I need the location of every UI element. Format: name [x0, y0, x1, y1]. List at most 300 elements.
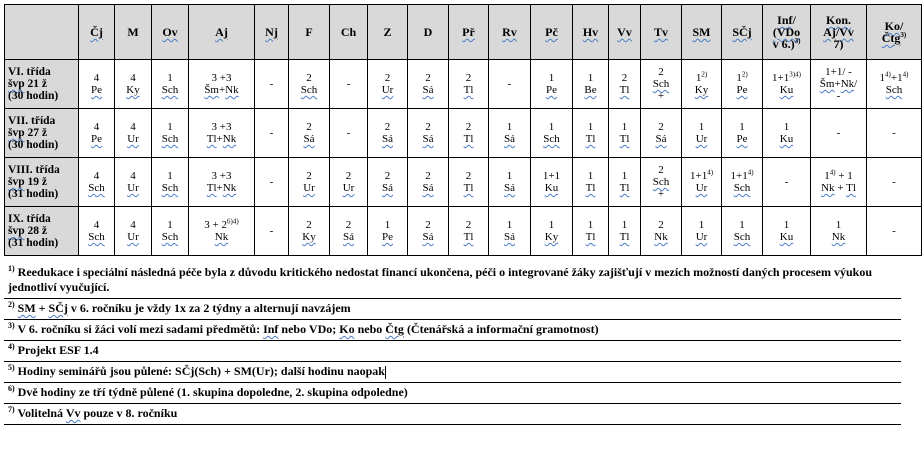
- table-cell: [489, 60, 531, 109]
- table-cell: [609, 109, 641, 158]
- table-cell: [255, 158, 289, 207]
- cell-text: Sá: [504, 231, 515, 243]
- cell-text: 4: [130, 121, 136, 133]
- table-cell: [641, 109, 682, 158]
- cell-text: Tl: [463, 231, 474, 243]
- cell-text: 2: [345, 219, 352, 231]
- cell-text: -: [269, 225, 274, 237]
- text-cursor: [385, 366, 386, 379]
- table-row: [5, 109, 922, 158]
- table-cell: [531, 158, 573, 207]
- cell-text: -: [892, 225, 896, 237]
- table-cell: [811, 158, 867, 207]
- column-header-text: Kon.: [825, 13, 851, 27]
- cell-text: 1$^{4)}$ + 1: [824, 168, 853, 182]
- column-header: [682, 5, 722, 60]
- table-cell: [408, 158, 449, 207]
- footnote-number: 4): [8, 342, 15, 351]
- footnote: [4, 404, 901, 425]
- table-cell: [763, 158, 811, 207]
- table-cell: [641, 207, 682, 256]
- cell-text: Tl: [619, 231, 630, 243]
- column-header: [573, 5, 609, 60]
- row-header-text: VIII. třída: [8, 164, 60, 176]
- table-cell: [289, 207, 330, 256]
- cell-text: -: [836, 127, 841, 139]
- cell-text: -: [892, 176, 896, 188]
- row-header-text: švp 21 ž: [8, 78, 47, 90]
- table-cell: [408, 109, 449, 158]
- table-cell: [573, 109, 609, 158]
- footnote-number: 3): [8, 321, 15, 330]
- footnotes: [4, 263, 901, 425]
- cell-text: Nk: [654, 231, 668, 243]
- cell-text: Nk: [831, 231, 846, 243]
- cell-text: 2: [306, 219, 312, 231]
- cell-text: Sá: [422, 231, 434, 243]
- cell-text: Tl: [619, 84, 630, 96]
- cell-text: 2: [345, 170, 352, 182]
- cell-text: 2: [425, 219, 431, 231]
- column-header-text: Tv: [653, 25, 668, 39]
- cell-text: 2: [658, 219, 664, 231]
- cell-text: Ky: [126, 84, 140, 96]
- cell-text: Ur: [342, 182, 355, 194]
- column-header: [189, 5, 255, 60]
- table-cell: [368, 109, 408, 158]
- table-cell: [609, 60, 641, 109]
- column-header-text: F: [305, 25, 313, 39]
- cell-text: 2: [384, 121, 391, 133]
- cell-text: 2: [465, 219, 472, 231]
- cell-text: Šm+Nk: [204, 84, 239, 96]
- table-cell: [255, 207, 289, 256]
- column-header: [152, 5, 189, 60]
- cell-text: 2: [465, 72, 472, 84]
- cell-text: Sá: [504, 133, 515, 145]
- column-header-text: M: [127, 25, 139, 39]
- footnote: [4, 299, 901, 320]
- table-cell: [79, 158, 115, 207]
- cell-text: -: [269, 127, 274, 139]
- column-header: [811, 5, 867, 60]
- cell-text: Tl: [463, 133, 474, 145]
- cell-text: 1: [587, 219, 594, 231]
- table-cell: [449, 207, 489, 256]
- footnote-text[interactable]: SM + SČj v 6. ročníku je vždy 1x za 2 týdny a alternují navzájem: [17, 301, 351, 315]
- table-cell: [189, 158, 255, 207]
- table-cell: [867, 60, 922, 109]
- cell-text: Sch: [543, 133, 560, 145]
- table-cell: [682, 109, 722, 158]
- cell-text: 4: [130, 72, 136, 84]
- table-body: [5, 60, 922, 256]
- cell-text: Tl: [585, 231, 596, 243]
- cell-text: Sch: [161, 133, 179, 145]
- cell-text: Tl: [585, 133, 596, 145]
- column-header-text: SČj: [732, 25, 752, 39]
- row-header-text: švp 28 ž: [8, 225, 47, 237]
- column-header-text: Rv: [502, 25, 517, 39]
- cell-text: Pe: [546, 84, 557, 96]
- cell-text: 1: [739, 121, 745, 133]
- column-header: [867, 5, 922, 60]
- table-cell: [368, 207, 408, 256]
- cell-text: 2: [384, 72, 391, 84]
- table-cell: [152, 158, 189, 207]
- cell-text: 2: [658, 66, 664, 78]
- cell-text: Sch: [161, 231, 179, 243]
- table-cell: [368, 158, 408, 207]
- cell-text: 1: [835, 219, 842, 231]
- table-cell: [152, 109, 189, 158]
- table-cell: [408, 207, 449, 256]
- table-cell: [641, 60, 682, 109]
- cell-text: 1: [698, 121, 705, 133]
- cell-text: $3 + 2^{6)4)}$: [204, 217, 239, 231]
- cell-text: 2: [465, 121, 472, 133]
- cell-text: 2: [465, 170, 472, 182]
- table-cell: [189, 109, 255, 158]
- table-row: [5, 207, 922, 256]
- column-header-text: Ov: [162, 25, 178, 39]
- cell-text: 1: [167, 170, 173, 182]
- cell-text: 4: [130, 170, 136, 182]
- cell-text: Tl: [619, 182, 630, 194]
- table-cell: [79, 207, 115, 256]
- table-cell: [811, 207, 867, 256]
- table-header-row: [5, 5, 922, 60]
- cell-text: Pe: [91, 84, 102, 96]
- cell-text: 4: [93, 170, 100, 182]
- cell-text: Tl+Nk: [206, 133, 237, 145]
- column-header: [289, 5, 330, 60]
- cell-text: 1: [698, 219, 705, 231]
- cell-text: Sch: [300, 84, 318, 96]
- footnote: [4, 320, 901, 341]
- cell-text: Sch: [885, 84, 903, 96]
- cell-text: Ur: [695, 182, 708, 194]
- column-header-text: Z: [383, 25, 392, 39]
- column-header-text: Př: [462, 25, 475, 39]
- cell-text: 2: [425, 170, 431, 182]
- table-cell: [722, 158, 763, 207]
- column-header: [368, 5, 408, 60]
- cell-text: Sch: [733, 182, 751, 194]
- cell-text: Nk: [214, 231, 229, 243]
- column-header: [255, 5, 289, 60]
- row-header-text: švp 19 ž: [8, 176, 47, 188]
- cell-text: 1: [167, 121, 173, 133]
- footnote-text[interactable]: Reedukace i speciální následná péče byla z důvodu kritického nedostat financí ukončena, péči o integrované žáky zajišťují v mezích možností daných procesem výukou jednotliví vyučující.: [8, 265, 872, 294]
- cell-text: Sá: [504, 182, 515, 194]
- cell-text: $1^{4)}+1^{4)}$: [879, 70, 909, 84]
- table-cell: [573, 207, 609, 256]
- table-cell: [489, 158, 531, 207]
- cell-text: 4: [130, 219, 136, 231]
- cell-text: Ur: [695, 133, 708, 145]
- cell-text: Sch: [88, 182, 105, 194]
- cell-text: 1: [783, 121, 790, 133]
- footnote: [4, 383, 901, 404]
- column-header-text: Hv: [582, 25, 599, 39]
- cell-text: Ky: [544, 231, 559, 243]
- cell-text: Pe: [736, 133, 748, 145]
- cell-text: 1: [548, 72, 555, 84]
- cell-text: 4: [93, 121, 100, 133]
- cell-text: Be: [584, 84, 597, 96]
- column-header-text: Ch: [340, 25, 357, 39]
- table-cell: [867, 207, 922, 256]
- column-header-text: Čj: [90, 25, 103, 39]
- table-cell: [152, 60, 189, 109]
- cell-text: Tl: [585, 182, 596, 194]
- column-header-text: Inf/: [777, 13, 796, 27]
- table-cell: [867, 109, 922, 158]
- column-header-text: Vv: [617, 25, 632, 39]
- column-header: [763, 5, 811, 60]
- cell-text: Ur: [381, 84, 394, 96]
- cell-text: Ur: [303, 182, 315, 194]
- cell-text: 1$^{2)}$: [736, 70, 748, 84]
- table-cell: [330, 158, 368, 207]
- column-header-text: Nj: [265, 25, 278, 39]
- cell-text: Ku: [779, 231, 794, 243]
- cell-text: Sá: [343, 231, 354, 243]
- row-header-text: (31 hodin): [8, 188, 59, 200]
- row-header-text: (31 hodin): [8, 237, 59, 249]
- cell-text: Sá: [422, 84, 434, 96]
- table-cell: [763, 109, 811, 158]
- cell-text: 2: [621, 72, 628, 84]
- cell-text: -: [784, 176, 789, 188]
- cell-text: -: [836, 90, 841, 102]
- cell-text: Ku: [779, 84, 794, 96]
- cell-text: 1: [621, 121, 628, 133]
- table-cell: [115, 207, 152, 256]
- column-header-text: Aj/Vv: [823, 25, 854, 39]
- footnote-text[interactable]: Dvě hodiny ze tří týdně půlené (1. skupina dopoledne, 2. skupina odpoledne): [17, 385, 408, 399]
- table-cell: [189, 60, 255, 109]
- cell-text: Sch: [161, 84, 179, 96]
- table-cell: [152, 207, 189, 256]
- table-cell: [682, 60, 722, 109]
- table-cell: [330, 207, 368, 256]
- table-cell: [573, 60, 609, 109]
- table-cell: [449, 109, 489, 158]
- cell-text: $1+1^{4)}$: [689, 168, 714, 182]
- cell-text: -: [346, 78, 351, 90]
- table-cell: [763, 207, 811, 256]
- cell-text: 1+1/ -: [825, 66, 852, 78]
- column-header: [489, 5, 531, 60]
- table-cell: [573, 158, 609, 207]
- table-cell: [289, 109, 330, 158]
- schedule-table: [4, 4, 922, 256]
- column-header-text: SM: [692, 25, 711, 39]
- corner-cell: [5, 5, 79, 60]
- table-cell: [449, 60, 489, 109]
- cell-text: 1: [506, 121, 513, 133]
- cell-text: 2: [306, 72, 312, 84]
- cell-text: 1$^{2)}$: [695, 70, 708, 84]
- table-cell: [489, 207, 531, 256]
- cell-text: 1: [739, 219, 745, 231]
- row-header: [5, 109, 79, 158]
- cell-text: Ky: [694, 84, 709, 96]
- table-cell: [79, 60, 115, 109]
- row-header-text: (30 hodin): [8, 90, 59, 102]
- cell-text: Ku: [779, 133, 794, 145]
- cell-text: $1+1^{4)}$: [730, 168, 754, 182]
- table-cell: [722, 60, 763, 109]
- table-cell: [255, 109, 289, 158]
- footnote: [4, 263, 901, 299]
- cell-text: 1: [506, 170, 513, 182]
- cell-text: 1: [548, 219, 555, 231]
- table-cell: [449, 158, 489, 207]
- table-cell: [115, 158, 152, 207]
- column-header-text: D: [423, 25, 433, 39]
- column-header: [79, 5, 115, 60]
- cell-text: 4: [93, 72, 100, 84]
- table-cell: [682, 158, 722, 207]
- cell-text: -: [892, 127, 896, 139]
- column-header: [531, 5, 573, 60]
- column-header: [330, 5, 368, 60]
- cell-text: 1: [587, 170, 594, 182]
- row-header-text: švp 27 ž: [8, 127, 47, 139]
- cell-text: Tl: [463, 84, 474, 96]
- table-cell: [609, 207, 641, 256]
- table-cell: [722, 109, 763, 158]
- cell-text: -: [346, 127, 351, 139]
- table-cell: [609, 158, 641, 207]
- table-cell: [811, 109, 867, 158]
- cell-text: 1: [167, 219, 173, 231]
- cell-text: Ur: [127, 133, 139, 145]
- cell-text: Ur: [127, 231, 139, 243]
- cell-text: Sch: [652, 176, 670, 188]
- footnote-text[interactable]: Hodiny seminářů jsou půlené: SČj(Sch) + SM(Ur); další hodinu naopak: [17, 364, 385, 378]
- cell-text: Ky: [302, 231, 316, 243]
- cell-text: -: [269, 176, 274, 188]
- cell-text: 2: [658, 164, 664, 176]
- footnote-text[interactable]: Volitelná Vv pouze v 8. ročníku: [17, 406, 178, 420]
- table-cell: [330, 109, 368, 158]
- cell-text: +: [657, 90, 665, 102]
- table-cell: [189, 207, 255, 256]
- cell-text: Tl+Nk: [206, 182, 237, 194]
- cell-text: 1: [167, 72, 173, 84]
- row-header: [5, 60, 79, 109]
- table-cell: [867, 158, 922, 207]
- cell-text: 3 +3: [211, 170, 232, 182]
- table-cell: [531, 60, 573, 109]
- cell-text: Šm+Nk/: [819, 78, 858, 90]
- cell-text: Sá: [382, 133, 393, 145]
- footnote-text[interactable]: V 6. ročníku si žáci volí mezi sadami předmětů: Inf nebo VDo; Ko nebo Čtg (Čtenářská a informační gramotnost): [17, 322, 599, 336]
- cell-text: Pe: [382, 231, 393, 243]
- table-cell: [763, 60, 811, 109]
- cell-text: 1+1: [542, 170, 561, 182]
- cell-text: $1+1^{3)4)}$: [772, 70, 801, 84]
- column-header: [609, 5, 641, 60]
- cell-text: 4: [93, 219, 100, 231]
- cell-text: 1: [384, 219, 391, 231]
- cell-text: 1: [621, 219, 628, 231]
- cell-text: -: [269, 78, 274, 90]
- cell-text: Tl: [619, 133, 630, 145]
- table-row: [5, 60, 922, 109]
- column-header: [408, 5, 449, 60]
- footnote-number: 5): [8, 363, 15, 372]
- footnote: [4, 341, 901, 362]
- cell-text: 3 +3: [211, 121, 232, 133]
- table-row: [5, 158, 922, 207]
- footnote-text[interactable]: Projekt ESF 1.4: [17, 343, 99, 357]
- cell-text: Ur: [127, 182, 139, 194]
- footnote: [4, 362, 901, 383]
- cell-text: Sá: [422, 182, 434, 194]
- column-header: [115, 5, 152, 60]
- row-header: [5, 158, 79, 207]
- cell-text: 2: [306, 170, 312, 182]
- cell-text: 1: [587, 121, 594, 133]
- table-cell: [79, 109, 115, 158]
- cell-text: Sá: [382, 182, 393, 194]
- row-header-text: VI. třída: [8, 66, 51, 78]
- cell-text: 2: [658, 121, 664, 133]
- table-cell: [531, 207, 573, 256]
- column-header-text: Ko/: [884, 19, 904, 33]
- cell-text: 2: [425, 121, 431, 133]
- table-cell: [289, 158, 330, 207]
- table-cell: [722, 207, 763, 256]
- table-cell: [115, 60, 152, 109]
- cell-text: 3 +3: [211, 72, 232, 84]
- cell-text: Sch: [88, 231, 105, 243]
- table-cell: [115, 109, 152, 158]
- cell-text: 1: [506, 219, 513, 231]
- row-header-text: VII. třída: [8, 115, 56, 127]
- cell-text: 2: [425, 72, 431, 84]
- cell-text: Tl: [463, 182, 474, 194]
- cell-text: 2: [384, 170, 391, 182]
- cell-text: Sá: [422, 133, 434, 145]
- cell-text: Sch: [161, 182, 179, 194]
- column-header-text: Čtg$^{3)}$: [881, 31, 907, 45]
- column-header: [449, 5, 489, 60]
- column-header-text: 7): [833, 37, 844, 51]
- cell-text: Sá: [655, 133, 667, 145]
- cell-text: Pe: [91, 133, 102, 145]
- cell-text: 1: [587, 72, 594, 84]
- cell-text: 1: [783, 219, 790, 231]
- column-header: [722, 5, 763, 60]
- table-cell: [408, 60, 449, 109]
- column-header-text: Aj: [215, 25, 228, 39]
- table-cell: [531, 109, 573, 158]
- column-header-text: v 6.)$^{3)}$: [772, 37, 801, 51]
- row-header-text: IX. třída: [8, 213, 51, 225]
- cell-text: Pe: [736, 84, 748, 96]
- column-header: [641, 5, 682, 60]
- cell-text: Nk + Tl: [821, 182, 856, 194]
- table-cell: [682, 207, 722, 256]
- table-cell: [255, 60, 289, 109]
- table-cell: [368, 60, 408, 109]
